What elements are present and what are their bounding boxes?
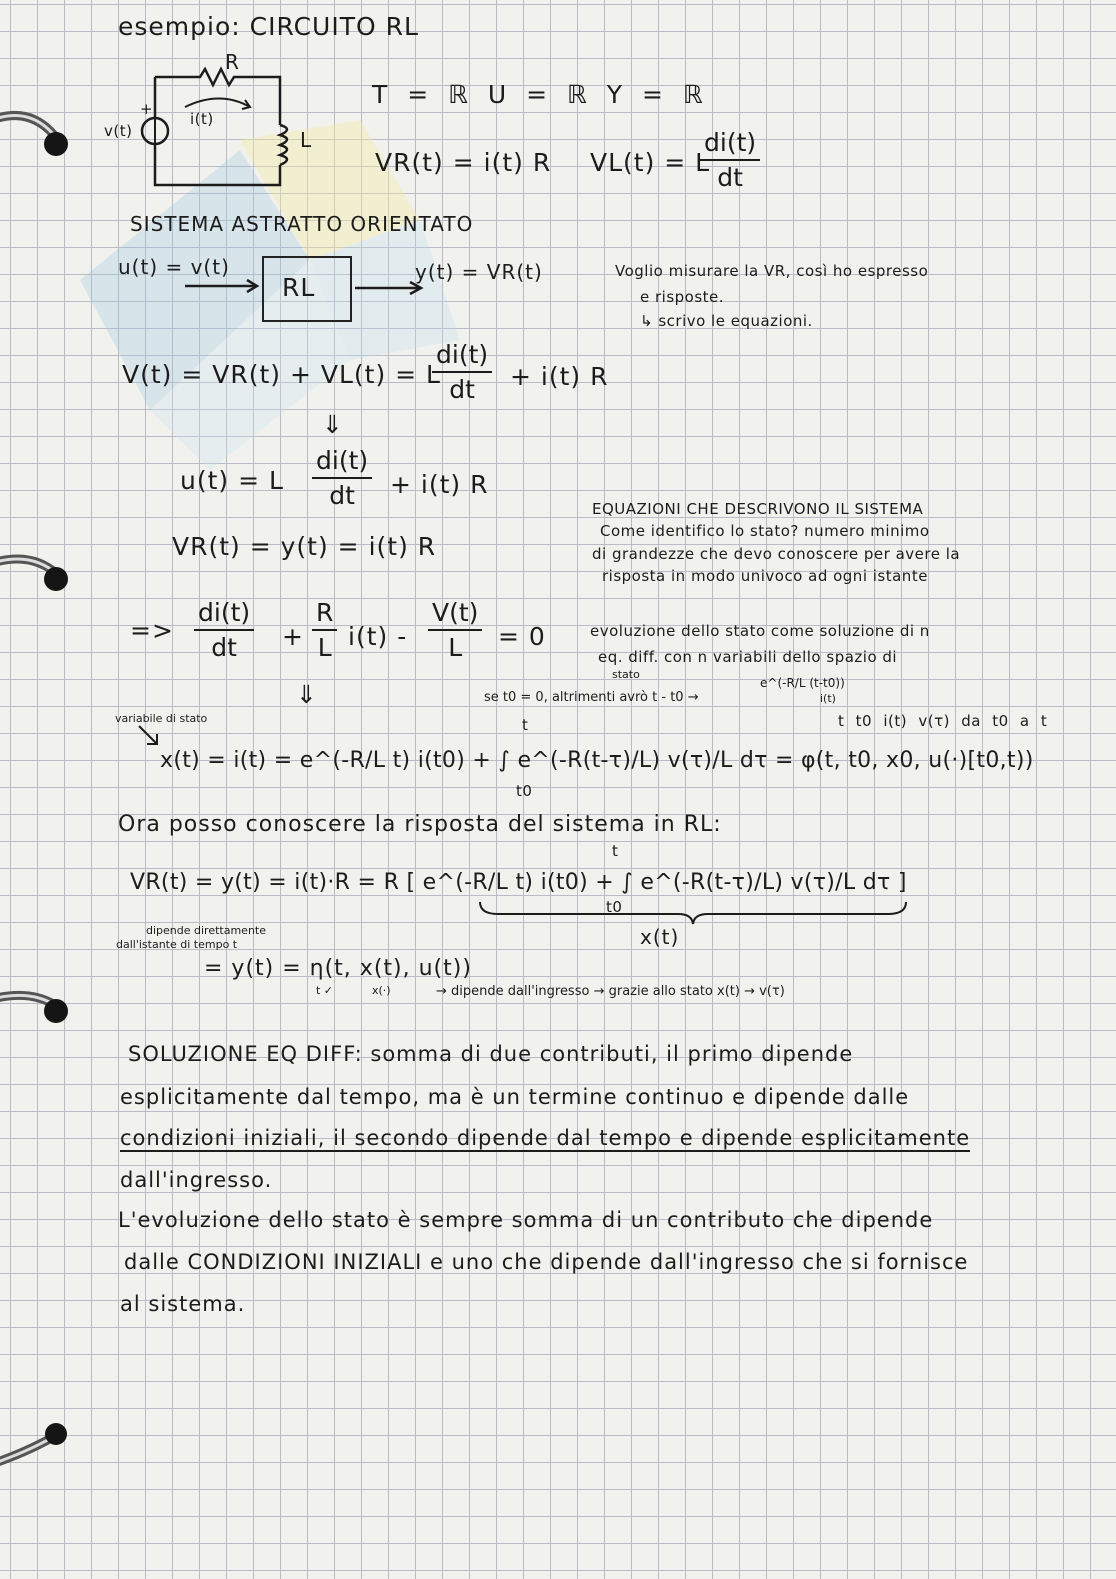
sets-definition: T = ℝ U = ℝ Y = ℝ [372, 80, 704, 109]
state-variable-label: variabile di stato [115, 712, 208, 725]
answer-integral-top: t [612, 842, 619, 860]
solution-arg-labels: t t0 i(t) v(τ) da t0 a t [838, 712, 1048, 730]
dependency-note-1: dipende direttamente [146, 924, 266, 937]
implies-double-arrow: => [130, 616, 174, 645]
note-exponent: e^(-R/L (t-t0)) [760, 676, 845, 690]
source-label: v(t) [104, 122, 133, 140]
eq1-fraction-num: di(t) [432, 340, 492, 373]
eq4-fraction-3-num: V(t) [428, 598, 482, 631]
resistor-label: R [225, 50, 240, 74]
note-right-3: ↳ scrivo le equazioni. [640, 312, 813, 330]
equation-output: VR(t) = y(t) = i(t) R [172, 532, 437, 561]
note-right-2: e risposte. [640, 288, 725, 306]
eq4-fraction-3 [428, 598, 482, 662]
equations-note-2: di grandezze che devo conoscere per avere la [592, 545, 961, 563]
page-title: esempio: CIRCUITO RL [118, 12, 419, 41]
equations-title: EQUAZIONI CHE DESCRIVONO IL SISTEMA [592, 500, 924, 518]
answer-equation: VR(t) = y(t) = i(t)·R = R [ e^(-R/L t) i(t0) + ∫ e^(-R(t-τ)/L) v(τ)/L dτ ] [130, 870, 907, 895]
binder-ring [0, 545, 82, 619]
binder-ring [0, 985, 82, 1059]
note-it: i(t) [820, 692, 836, 705]
current-label: i(t) [190, 110, 214, 128]
solution-integral-top: t [522, 716, 529, 734]
evolution-note-1: evoluzione dello stato come soluzione di n [590, 622, 930, 640]
eq4-fraction-1-den: dt [211, 633, 237, 662]
inductor-label: L [300, 128, 313, 152]
paragraph-1-line-4: dall'ingresso. [120, 1168, 273, 1192]
eq2-right: + i(t) R [390, 470, 489, 499]
paragraph-1-line-3: condizioni iniziali, il secondo dipende dal tempo e dipende esplicitamente [120, 1126, 971, 1150]
eq2-fraction-num: di(t) [312, 446, 372, 479]
vl-fraction-num: di(t) [700, 128, 760, 161]
paragraph-2-line-3: al sistema. [120, 1292, 246, 1316]
equations-note-3: risposta in modo univoco ad ogni istante [602, 567, 928, 585]
evolution-note-stato: stato [612, 668, 640, 681]
eta-note: → dipende dall'ingresso → grazie allo stato x(t) → v(τ) [436, 984, 785, 999]
eta-sub-2: x(·) [372, 984, 391, 997]
block-input-label: u(t) = v(t) [118, 255, 230, 279]
eq4-fraction-2-num: R [312, 598, 337, 631]
answer-underbrace [478, 900, 908, 926]
eta-equation: = y(t) = η(t, x(t), u(t)) [204, 956, 472, 981]
eq4-fraction-3-den: L [448, 633, 463, 662]
section-abstract-system: SISTEMA ASTRATTO ORIENTATO [130, 212, 474, 236]
answer-underbrace-label: x(t) [640, 925, 680, 949]
paragraph-1-line-1: SOLUZIONE EQ DIFF: somma di due contributi, il primo dipende [128, 1042, 854, 1066]
source-plus: + [140, 100, 154, 118]
evolution-note-2: eq. diff. con n variabili dello spazio di [598, 648, 898, 666]
state-solution: x(t) = i(t) = e^(-R/L t) i(t0) + ∫ e^(-R(t-τ)/L) v(τ)/L dτ = φ(t, t0, x0, u(·)[t0,t)) [160, 748, 1034, 773]
answer-intro: Ora posso conoscere la risposta del sistema in RL: [118, 812, 722, 837]
eq4-middle: i(t) - [348, 622, 408, 651]
note-t0: se t0 = 0, altrimenti avrò t - t0 → [484, 690, 699, 705]
eq4-plus: + [282, 622, 304, 651]
block-output-label: y(t) = VR(t) [415, 260, 543, 284]
implies-arrow-1: ⇓ [322, 410, 344, 439]
eq1-fraction-den: dt [449, 375, 475, 404]
eq4-fraction-2-den: L [317, 633, 332, 662]
eq4-end: = 0 [498, 622, 546, 651]
eq2-fraction-den: dt [329, 481, 355, 510]
equation-kvl: V(t) = VR(t) + VL(t) = L [122, 360, 441, 389]
eq2-fraction [312, 446, 372, 510]
eq4-fraction-1-num: di(t) [194, 598, 254, 631]
rl-block-label: RL [282, 273, 316, 302]
eq1-right: + i(t) R [510, 362, 609, 391]
paragraph-2-line-2: dalle CONDIZIONI INIZIALI e uno che dipende dall'ingresso che si fornisce [124, 1250, 969, 1274]
dependency-note-2: dall'istante di tempo t [116, 938, 238, 951]
answer-integral-bottom: t0 [606, 898, 623, 916]
vl-fraction-den: dt [717, 163, 743, 192]
vl-fraction [700, 128, 760, 192]
eq4-fraction-1 [194, 598, 254, 662]
note-right-1: Voglio misurare la VR, così ho espresso [615, 262, 929, 280]
binder-ring [0, 100, 82, 174]
paragraph-1-line-2: esplicitamente dal tempo, ma è un termine continuo e dipende dalle [120, 1085, 910, 1109]
eta-sub-1: t ✓ [316, 984, 334, 997]
eq1-fraction [432, 340, 492, 404]
implies-arrow-2: ⇓ [296, 680, 318, 709]
solution-integral-bottom: t0 [516, 782, 533, 800]
vl-definition: VL(t) = L [590, 148, 711, 177]
eq4-fraction-2 [312, 598, 337, 662]
vr-definition: VR(t) = i(t) R [375, 148, 552, 177]
binder-ring [0, 1420, 82, 1494]
equation-input: u(t) = L [180, 466, 284, 495]
equations-note-1: Come identifico lo stato? numero minimo [600, 522, 930, 540]
paragraph-2-line-1: L'evoluzione dello stato è sempre somma di un contributo che dipende [118, 1208, 934, 1232]
